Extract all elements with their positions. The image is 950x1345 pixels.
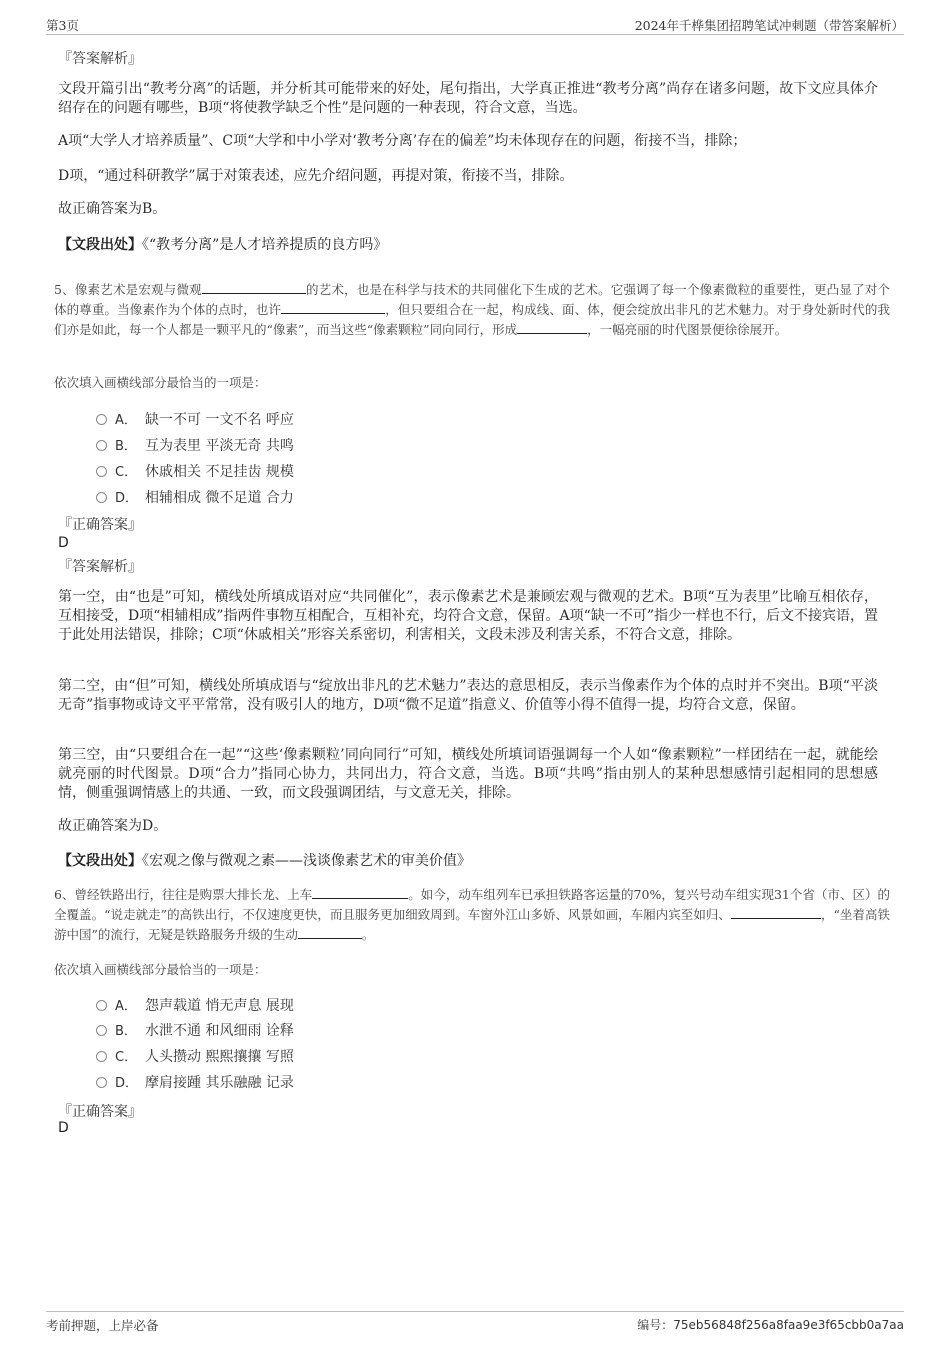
q5-correct-label: 『正确答案』 [58,517,142,533]
q4-analysis-p2: A项“大学人才培养质量”、C项“大学和中小学对‘教考分离’存在的偏差”均未体现存在的问题，衔接不当，排除； [58,133,747,149]
q5-analysis-p1: 第一空，由“也是”可知，横线处所填成语对应“共同催化”，表示像素艺术是兼顾宏观与微观的艺术。B项“互为表里”比喻互相依存，互相接受，D项“相辅相成”指两件事物互相配合，互相补充，均符合文意，保留。A项“缺一不可”指少一样也不行，后文不接宾语，置于此处用法错误，排除；C项“休戚相关”形容关系密切，利害相关，文段未涉及利害关系，不符合文意，排除。 [58,589,878,643]
footer-slogan: 考前押题，上岸必备 [46,1318,159,1333]
q6-stem [54,885,890,945]
q5-source [58,850,471,870]
radio-icon[interactable] [96,414,107,425]
q5-blank-2 [281,301,385,314]
q5-answer: D [58,535,69,551]
q4-analysis-label: 『答案解析』 [58,51,142,67]
radio-icon[interactable] [96,1077,107,1088]
q6-option-c[interactable]: C． 人头攒动 熙熙攘攘 写照 [96,1046,294,1066]
radio-icon[interactable] [96,440,107,451]
q4-source-text: 《“教考分离”是人才培养提质的良方吗》 [142,237,388,253]
radio-icon[interactable] [96,1000,107,1011]
q5-option-c[interactable]: C． 休戚相关 不足挂齿 规模 [96,461,294,481]
q5-source-text: 《宏观之像与微观之素——浅谈像素艺术的审美价值》 [142,853,471,869]
q6-stem-c: ，“坐着高铁游中国”的流行，无疑是铁路服务升级的生动 [54,907,890,942]
q6-stem-b: 。如今，动车组列车已承担铁路客运量的70%，复兴号动车组实现31个省（市、区）的全覆盖。“说走就走”的高铁出行，不仅速度更快，而且服务更加细致周到。车窗外江山多娇、风景如画，车厢内宾至如归、 [54,887,890,922]
q6-blank-3 [298,926,362,939]
q5-blank-3 [517,321,587,334]
page-footer [46,1311,904,1334]
radio-icon[interactable] [96,1025,107,1036]
q5-stem-c: ，但只要组合在一起，构成线、面、体，便会绽放出非凡的艺术魅力。对于身处新时代的我们亦是如此，每一个人都是一颗平凡的“像素”，而当这些“像素颗粒”同向同行，形成 [54,302,890,337]
page-number: 第3页 [46,18,79,33]
radio-icon[interactable] [96,1051,107,1062]
q4-source-label: 【文段出处】 [58,237,142,253]
q5-analysis-p2: 第二空，由“但”可知，横线处所填成语与“绽放出非凡的艺术魅力”表达的意思相反，表示当像素作为个体的点时并不突出。B项“平淡无奇”指事物或诗文平平常常，没有吸引人的地方，D项“微不足道”指意义、价值等小得不值得一提，均符合文意，保留。 [58,678,878,713]
q6-prompt: 依次填入画横线部分最恰当的一项是： [54,962,267,977]
q6-option-d[interactable]: D． 摩肩接踵 其乐融融 记录 [96,1072,294,1092]
q5-prompt: 依次填入画横线部分最恰当的一项是： [54,375,267,390]
radio-icon[interactable] [96,466,107,477]
q5-source-label: 【文段出处】 [58,853,142,869]
q4-analysis-p3: D项，“通过科研教学”属于对策表述，应先介绍问题，再提对策，衔接不当，排除。 [58,168,574,184]
q5-stem [54,280,890,340]
q5-analysis-p4: 故正确答案为D。 [58,818,168,834]
q5-option-b[interactable]: B． 互为表里 平淡无奇 共鸣 [96,435,294,455]
q6-stem-a: 6、曾经铁路出行，往往是购票大排长龙、上车 [54,887,313,902]
q4-analysis-p4: 故正确答案为B。 [58,201,167,217]
q6-blank-1 [312,886,408,899]
q5-analysis-p3: 第三空，由“只要组合在一起”“这些‘像素颗粒’同向同行”可知，横线处所填词语强调每一个人如“像素颗粒”一样团结在一起，就能绘就亮丽的时代图景。D项“合力”指同心协力，共同出力，符合文意，当选。B项“共鸣”指由别人的某种思想感情引起相同的思想感情，侧重强调情感上的共通、一致，而文段强调团结，与文意无关，排除。 [58,747,878,801]
document-serial: 编号：75eb56848f256a8faa9e3f65cbb0a7aa [637,1318,904,1332]
radio-icon[interactable] [96,492,107,503]
q6-option-a[interactable]: A． 怨声载道 悄无声息 展现 [96,995,294,1015]
q6-answer: D [58,1120,69,1136]
q5-option-a[interactable]: A． 缺一不可 一文不名 呼应 [96,409,294,429]
q5-blank-1 [202,281,306,294]
q4-analysis-p1: 文段开篇引出“教考分离”的话题，并分析其可能带来的好处，尾句指出，大学真正推进“教考分离”尚存在诸多问题，故下文应具体介绍存在的问题有哪些，B项“将使教学缺乏个性”是问题的一种表现，符合文意，当选。 [58,81,878,116]
q5-option-d[interactable]: D． 相辅相成 微不足道 合力 [96,487,294,507]
page-header [46,14,904,35]
q5-analysis-label: 『答案解析』 [58,559,142,575]
q6-correct-label: 『正确答案』 [58,1104,142,1120]
q5-stem-a: 5、像素艺术是宏观与微观 [54,282,202,297]
q6-blank-2 [731,906,821,919]
q6-stem-d: 。 [361,927,375,942]
q6-option-b[interactable]: B． 水泄不通 和风细雨 诠释 [96,1020,294,1040]
q5-stem-d: ，一幅亮丽的时代图景便徐徐展开。 [587,322,788,337]
document-title: 2024年千桦集团招聘笔试冲刺题（带答案解析） [634,18,904,33]
q5-stem-b: 的艺术，也是在科学与技术的共同催化下生成的艺术。它强调了每一个像素微粒的重要性，更凸显了对个体的尊重。当像素作为个体的点时，也许 [54,282,890,317]
q4-source [58,234,387,254]
